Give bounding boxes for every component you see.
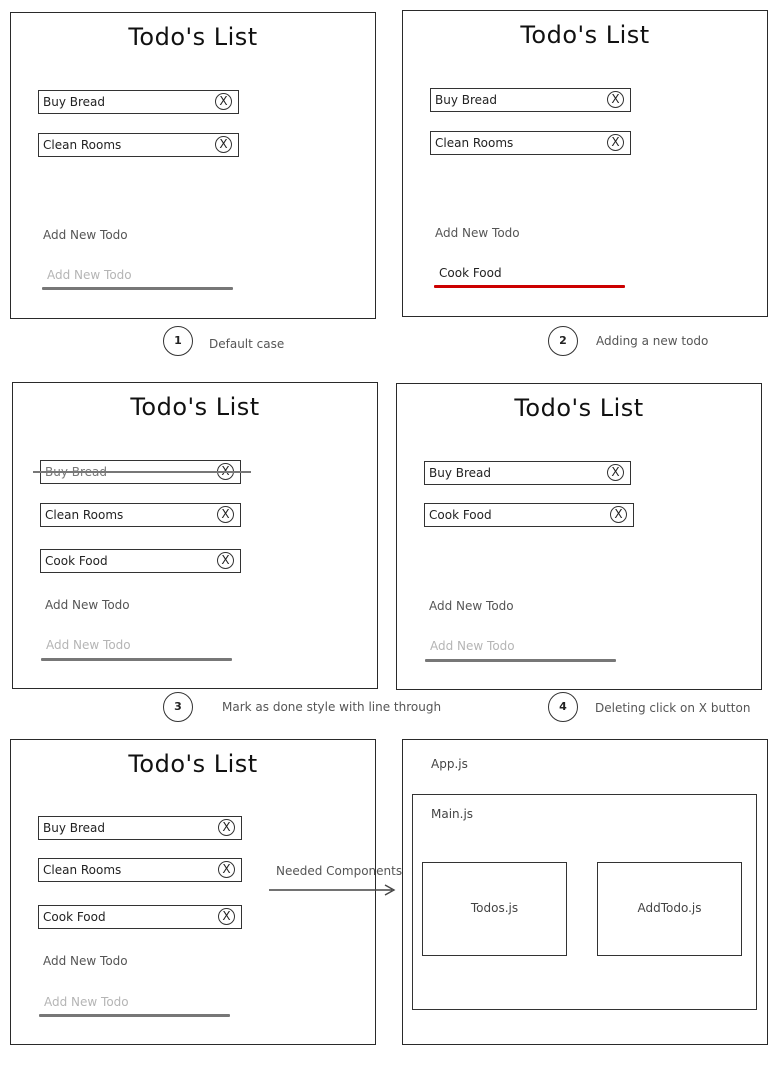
- addtodo-js-box: [597, 862, 742, 956]
- step-2-badge: 2: [548, 326, 578, 356]
- add-todo-input-placeholder[interactable]: Add New Todo: [44, 995, 129, 1009]
- todo-item[interactable]: [38, 858, 242, 882]
- todo-text: Buy Bread: [43, 95, 106, 109]
- todo-item[interactable]: [424, 461, 631, 485]
- delete-x-icon[interactable]: X: [215, 136, 232, 153]
- add-todo-label: Add New Todo: [43, 228, 128, 242]
- todo-text: Cook Food: [43, 910, 106, 924]
- component-diagram-panel: [402, 739, 768, 1045]
- add-todo-input-placeholder[interactable]: Add New Todo: [46, 638, 131, 652]
- panel-3: [12, 382, 378, 689]
- app-title: Todo's List: [514, 394, 644, 422]
- step-1-caption: Default case: [209, 337, 285, 351]
- todo-item[interactable]: [38, 90, 239, 114]
- add-todo-input-underline: [42, 287, 233, 290]
- delete-x-icon[interactable]: X: [217, 506, 234, 523]
- add-todo-label: Add New Todo: [45, 598, 130, 612]
- add-todo-input-placeholder[interactable]: Add New Todo: [47, 268, 132, 282]
- delete-x-icon[interactable]: X: [610, 506, 627, 523]
- todos-js-label: Todos.js: [470, 901, 519, 915]
- todo-text: Clean Rooms: [43, 138, 122, 152]
- app-title: Todo's List: [520, 21, 650, 49]
- step-1-badge: 1: [163, 326, 193, 356]
- add-todo-label: Add New Todo: [429, 599, 514, 613]
- panel-4: [396, 383, 762, 690]
- step-4-caption: Deleting click on X button: [595, 701, 751, 715]
- panel-1: [10, 12, 376, 319]
- step-3-caption: Mark as done style with line through: [222, 700, 442, 714]
- line-through: [33, 471, 251, 473]
- delete-x-icon[interactable]: X: [607, 464, 624, 481]
- app-js-label: App.js: [431, 757, 468, 771]
- todo-text: Buy Bread: [429, 466, 492, 480]
- step-2-caption: Adding a new todo: [596, 334, 709, 348]
- todo-text: Cook Food: [429, 508, 492, 522]
- delete-x-icon[interactable]: X: [217, 552, 234, 569]
- delete-x-icon[interactable]: X: [607, 91, 624, 108]
- addtodo-js-label: AddTodo.js: [637, 901, 702, 915]
- todo-item[interactable]: [40, 549, 241, 573]
- todo-text: Buy Bread: [435, 93, 498, 107]
- main-js-label: Main.js: [431, 807, 474, 821]
- todo-item[interactable]: [40, 503, 241, 527]
- delete-x-icon[interactable]: X: [218, 819, 235, 836]
- delete-x-icon[interactable]: X: [218, 908, 235, 925]
- add-todo-input-underline-active: [434, 285, 625, 288]
- todo-item[interactable]: [430, 88, 631, 112]
- add-todo-input-underline: [39, 1014, 230, 1017]
- todo-text: Clean Rooms: [435, 136, 514, 150]
- step-4-badge: 4: [548, 692, 578, 722]
- app-title: Todo's List: [128, 23, 258, 51]
- add-todo-input-underline: [425, 659, 616, 662]
- todo-item[interactable]: [38, 905, 242, 929]
- todo-item[interactable]: [38, 816, 242, 840]
- todo-item[interactable]: [430, 131, 631, 155]
- needed-components-label: Needed Components: [276, 864, 403, 878]
- arrow-right-icon: [268, 882, 398, 898]
- add-todo-input-underline: [41, 658, 232, 661]
- todo-text: Buy Bread: [43, 821, 106, 835]
- main-js-box: [412, 794, 757, 1010]
- delete-x-icon[interactable]: X: [218, 861, 235, 878]
- delete-x-icon[interactable]: X: [215, 93, 232, 110]
- app-title: Todo's List: [128, 750, 258, 778]
- todo-text: Clean Rooms: [45, 508, 124, 522]
- app-title: Todo's List: [130, 393, 260, 421]
- todo-item[interactable]: [424, 503, 634, 527]
- add-todo-input-value[interactable]: Cook Food: [439, 266, 502, 280]
- todo-text: Clean Rooms: [43, 863, 122, 877]
- add-todo-input-placeholder[interactable]: Add New Todo: [430, 639, 515, 653]
- add-todo-label: Add New Todo: [43, 954, 128, 968]
- todo-text: Cook Food: [45, 554, 108, 568]
- todos-js-box: [422, 862, 567, 956]
- todo-item[interactable]: [38, 133, 239, 157]
- delete-x-icon[interactable]: X: [607, 134, 624, 151]
- panel-2: [402, 10, 768, 317]
- add-todo-label: Add New Todo: [435, 226, 520, 240]
- step-3-badge: 3: [163, 692, 193, 722]
